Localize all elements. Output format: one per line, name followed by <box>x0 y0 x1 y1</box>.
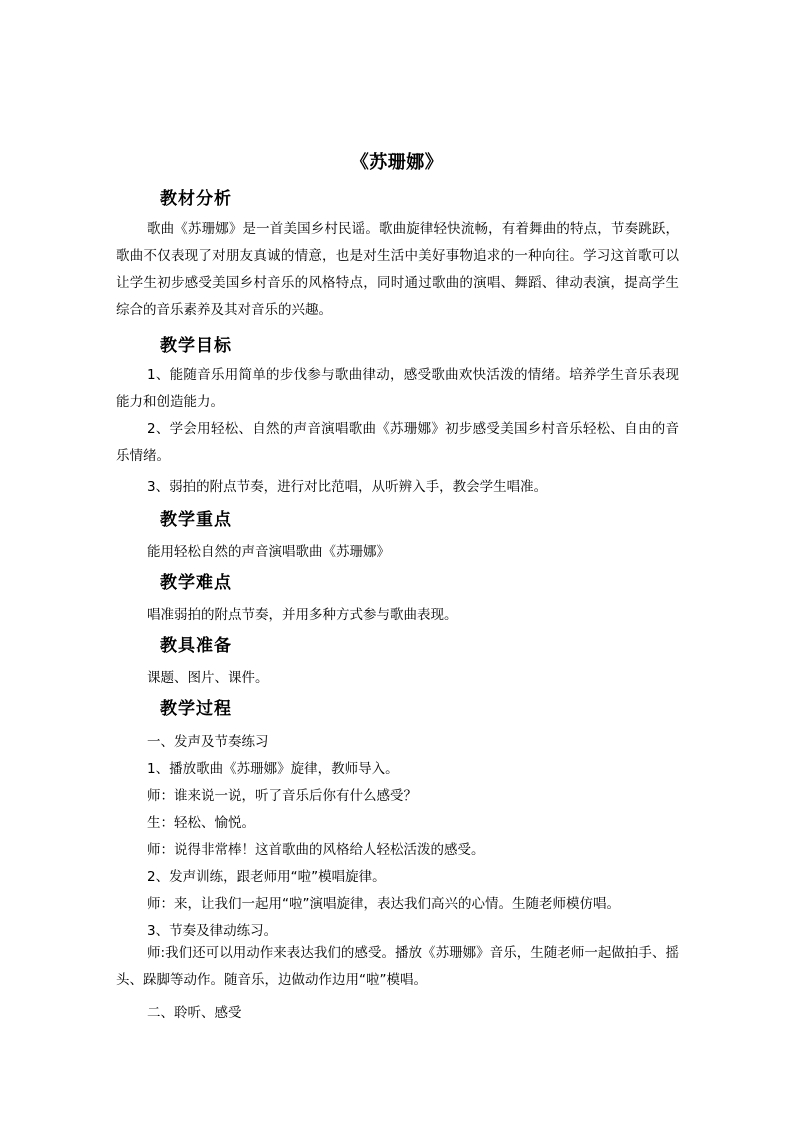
process-line: 3、节奏及律动练习。 <box>147 923 278 939</box>
process-line: 二、聆听、感受 <box>147 1005 242 1021</box>
process-line: 2、发声训练，跟老师用“啦”模唱旋律。 <box>147 869 386 885</box>
heading-objectives: 教学目标 <box>160 336 232 356</box>
objective-item-2: 2、学会用轻松、自然的声音演唱歌曲《苏珊娜》初步感受美国乡村音乐轻松、自由的音乐情绪。 <box>116 421 679 464</box>
process-line: 师：谁来说一说，听了音乐后你有什么感受？ <box>147 788 417 804</box>
heading-materials: 教具准备 <box>160 636 232 656</box>
process-line: 师：来，让我们一起用“啦”演唱旋律，表达我们高兴的心情。生随老师模仿唱。 <box>147 896 620 912</box>
objective-item-3: 3、弱拍的附点节奏，进行对比范唱，从听辨入手，教会学生唱准。 <box>147 479 548 495</box>
process-line: 师：说得非常棒！这首歌曲的风格给人轻松活泼的感受。 <box>147 842 485 858</box>
analysis-paragraph: 歌曲《苏珊娜》是一首美国乡村民谣。歌曲旋律轻快流畅，有着舞曲的特点，节奏跳跃，歌曲不仅表现了对朋友真诚的情意，也是对生活中美好事物追求的一种向往。学习这首歌可以让学生初步感受美国乡村音乐的风格特点，同时通过歌曲的演唱、舞蹈、律动表演，提高学生综合的音乐素养及其对音乐的兴趣。 <box>116 221 679 318</box>
heading-analysis: 教材分析 <box>160 189 232 209</box>
key-point-text: 能用轻松自然的声音演唱歌曲《苏珊娜》 <box>147 544 390 560</box>
objective-item-1: 1、能随音乐用简单的步伐参与歌曲律动，感受歌曲欢快活泼的情绪。培养学生音乐表现能力和创造能力。 <box>116 367 679 410</box>
document-title: 《苏珊娜》 <box>350 152 444 173</box>
process-line: 1、播放歌曲《苏珊娜》旋律，教师导入。 <box>147 761 399 777</box>
difficulty-text: 唱准弱拍的附点节奏，并用多种方式参与歌曲表现。 <box>147 607 458 623</box>
heading-difficulty: 教学难点 <box>160 573 232 593</box>
heading-process: 教学过程 <box>160 699 232 719</box>
process-line: 生：轻松、愉悦。 <box>147 815 255 831</box>
process-line: 一、发声及节奏练习 <box>147 734 269 750</box>
heading-key-point: 教学重点 <box>160 510 232 530</box>
materials-text: 课题、图片、课件。 <box>147 670 269 686</box>
process-line: 师:我们还可以用动作来表达我们的感受。播放《苏珊娜》音乐，生随老师一起做拍手、摇头、跺脚等动作。随音乐，边做动作边用“啦”模唱。 <box>116 945 679 988</box>
